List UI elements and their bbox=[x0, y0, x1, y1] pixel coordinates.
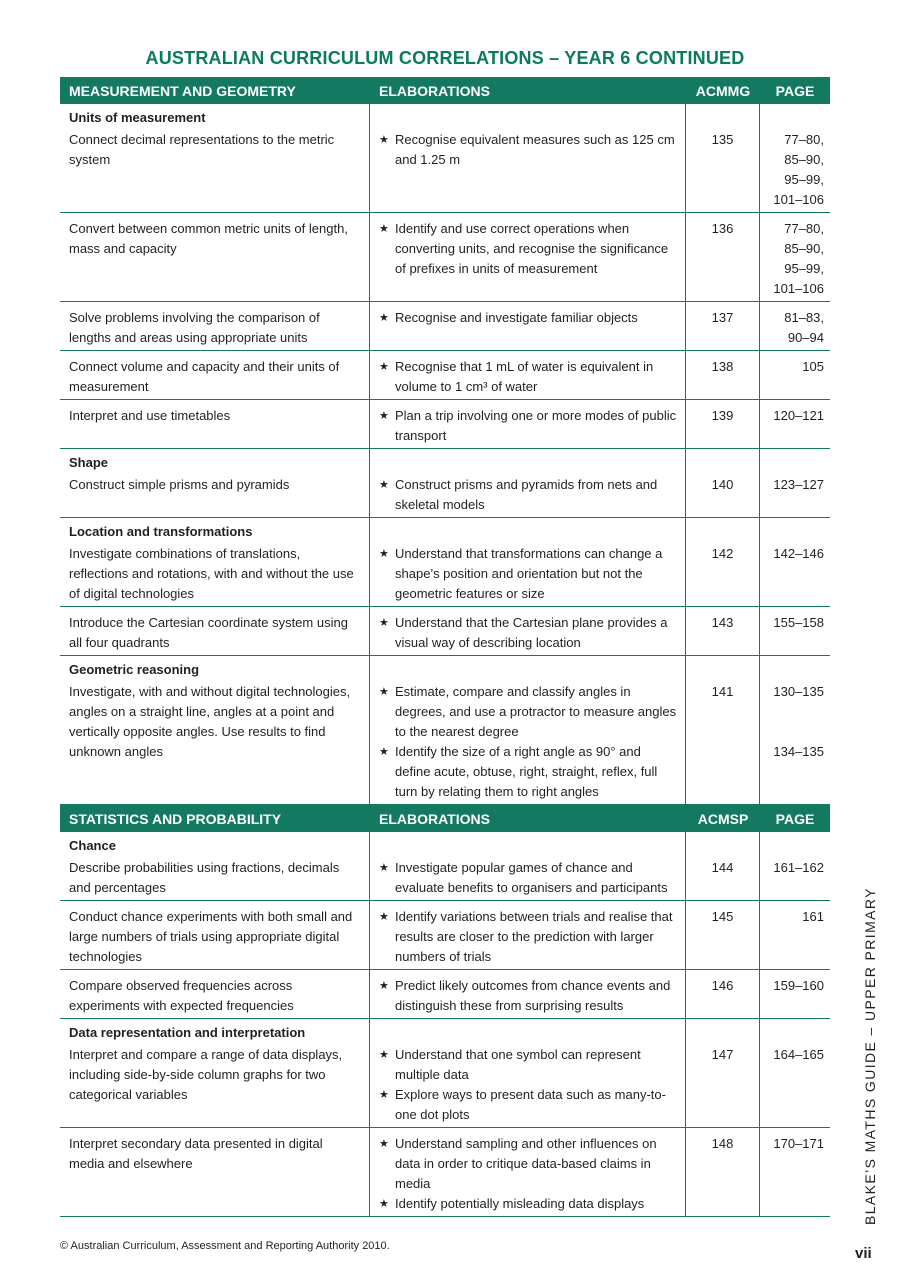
elaboration-item bbox=[379, 613, 677, 653]
elaborations-cell bbox=[370, 542, 686, 606]
empty-cell bbox=[370, 656, 686, 680]
group-title-cell bbox=[60, 1019, 370, 1043]
page-cell bbox=[760, 970, 830, 1018]
elaboration-item bbox=[379, 357, 677, 397]
star-icon: ★ bbox=[379, 1089, 389, 1101]
page-ref: 164–165 bbox=[773, 1047, 824, 1062]
page-cell bbox=[760, 901, 830, 969]
elaborations-cell bbox=[370, 1128, 686, 1216]
elaboration-text: Understand sampling and other influences on data in order to critique data-based claims in media bbox=[395, 1136, 657, 1191]
outcome-cell: Compare observed frequencies across experiments with expected frequencies bbox=[60, 970, 370, 1018]
elaboration-item bbox=[379, 475, 677, 515]
elaboration-text: Understand that one symbol can represent multiple data bbox=[395, 1047, 641, 1082]
page-ref: 90–94 bbox=[787, 330, 824, 345]
page-ref: 142–146 bbox=[773, 546, 824, 561]
star-icon: ★ bbox=[379, 410, 389, 422]
elaborations-cell bbox=[370, 901, 686, 969]
column-header: PAGE bbox=[775, 810, 815, 827]
empty-cell bbox=[760, 1019, 830, 1043]
group-title: Shape bbox=[69, 455, 109, 470]
outcome-cell: Describe probabilities using fractions, decimals and percentages bbox=[60, 856, 370, 900]
empty-cell bbox=[370, 1019, 686, 1043]
elaboration-item bbox=[379, 130, 677, 170]
table-row bbox=[60, 856, 830, 901]
table-row bbox=[60, 1128, 830, 1217]
page-cell bbox=[760, 1128, 830, 1216]
column-header: ACMSP bbox=[697, 810, 749, 827]
curriculum-code: 141 bbox=[686, 680, 760, 804]
elaboration-text: Understand that transformations can change a shape’s position and orientation but not the geometric features or size bbox=[395, 546, 663, 601]
table-row bbox=[60, 400, 830, 449]
group-row bbox=[60, 1019, 830, 1043]
page-ref: 161 bbox=[802, 909, 824, 924]
elaborations-cell bbox=[370, 1043, 686, 1127]
page-ref: 101–106 bbox=[773, 192, 824, 207]
section-header bbox=[60, 805, 830, 832]
page-ref: 155–158 bbox=[773, 615, 824, 630]
empty-cell bbox=[760, 832, 830, 856]
table-row bbox=[60, 901, 830, 970]
elaboration-text: Plan a trip involving one or more modes of public transport bbox=[395, 408, 677, 443]
curriculum-code: 145 bbox=[686, 901, 760, 969]
table-row bbox=[60, 680, 830, 805]
star-icon: ★ bbox=[379, 1138, 389, 1150]
page-cell bbox=[760, 351, 830, 399]
page-ref: 77–80, bbox=[784, 221, 824, 236]
table-row bbox=[60, 128, 830, 213]
curriculum-code: 139 bbox=[686, 400, 760, 448]
elaborations-cell bbox=[370, 607, 686, 655]
page-ref: 105 bbox=[802, 359, 824, 374]
star-icon: ★ bbox=[379, 1049, 389, 1061]
elaboration-text: Identify variations between trials and realise that results are closer to the prediction with larger numbers of trials bbox=[395, 909, 673, 964]
page-ref: 95–99, bbox=[784, 261, 824, 276]
elaborations-cell bbox=[370, 302, 686, 350]
page-ref: 120–121 bbox=[773, 408, 824, 423]
page-cell bbox=[760, 680, 830, 804]
outcome-cell: Solve problems involving the comparison of lengths and areas using appropriate units bbox=[60, 302, 370, 350]
page-ref bbox=[769, 722, 824, 742]
star-icon: ★ bbox=[379, 361, 389, 373]
elaboration-text: Identify and use correct operations when converting units, and recognise the significance of prefixes in units of measurement bbox=[395, 221, 669, 276]
group-title-cell bbox=[60, 832, 370, 856]
group-title: Geometric reasoning bbox=[69, 662, 200, 677]
elaboration-text: Recognise and investigate familiar objects bbox=[395, 310, 638, 325]
group-row bbox=[60, 656, 830, 680]
elaboration-item bbox=[379, 1045, 677, 1085]
elaboration-text: Identify the size of a right angle as 90° and define acute, obtuse, right, straight, reflex, full turn by relating them to right angles bbox=[395, 744, 658, 799]
group-title: Units of measurement bbox=[69, 110, 206, 125]
group-row bbox=[60, 104, 830, 128]
outcome-cell: Investigate, with and without digital technologies, angles on a straight line, angles at a point and vertically opposite angles. Use results to find unknown angles bbox=[60, 680, 370, 804]
outcome-cell: Conduct chance experiments with both small and large numbers of trials using appropriate digital technologies bbox=[60, 901, 370, 969]
copyright-footer: © Australian Curriculum, Assessment and Reporting Authority 2010. bbox=[60, 1240, 390, 1252]
page-ref: 159–160 bbox=[773, 978, 824, 993]
elaborations-cell bbox=[370, 351, 686, 399]
empty-cell bbox=[686, 104, 760, 128]
table-row bbox=[60, 351, 830, 400]
curriculum-code: 140 bbox=[686, 473, 760, 517]
star-icon: ★ bbox=[379, 862, 389, 874]
page-title: AUSTRALIAN CURRICULUM CORRELATIONS – YEAR 6 CONTINUED bbox=[145, 48, 745, 68]
star-icon: ★ bbox=[379, 548, 389, 560]
outcome-cell: Investigate combinations of translations, reflections and rotations, with and without the use of digital technologies bbox=[60, 542, 370, 606]
group-row bbox=[60, 832, 830, 856]
page-ref: 77–80, bbox=[784, 132, 824, 147]
star-icon: ★ bbox=[379, 1198, 389, 1210]
elaboration-item bbox=[379, 544, 677, 604]
group-title: Chance bbox=[69, 838, 116, 853]
page-ref: 85–90, bbox=[784, 241, 824, 256]
elaborations-cell bbox=[370, 970, 686, 1018]
page-cell bbox=[760, 302, 830, 350]
star-icon: ★ bbox=[379, 980, 389, 992]
outcome-cell: Connect decimal representations to the metric system bbox=[60, 128, 370, 212]
empty-cell bbox=[370, 104, 686, 128]
column-header: MEASUREMENT AND GEOMETRY bbox=[69, 82, 296, 99]
elaboration-item bbox=[379, 742, 677, 802]
table-row bbox=[60, 213, 830, 302]
empty-cell bbox=[760, 449, 830, 473]
page-ref: 161–162 bbox=[773, 860, 824, 875]
page-cell bbox=[760, 473, 830, 517]
page-ref: 81–83, bbox=[784, 310, 824, 325]
curriculum-code: 146 bbox=[686, 970, 760, 1018]
curriculum-code: 148 bbox=[686, 1128, 760, 1216]
empty-cell bbox=[370, 449, 686, 473]
outcome-cell: Construct simple prisms and pyramids bbox=[60, 473, 370, 517]
outcome-cell: Connect volume and capacity and their units of measurement bbox=[60, 351, 370, 399]
page-ref: 85–90, bbox=[784, 152, 824, 167]
column-header: ELABORATIONS bbox=[379, 82, 490, 99]
page-cell bbox=[760, 542, 830, 606]
elaboration-text: Construct prisms and pyramids from nets and skeletal models bbox=[395, 477, 658, 512]
elaboration-text: Predict likely outcomes from chance events and distinguish these from surprising results bbox=[395, 978, 671, 1013]
empty-cell bbox=[686, 656, 760, 680]
empty-cell bbox=[760, 518, 830, 542]
curriculum-code: 135 bbox=[686, 128, 760, 212]
empty-cell bbox=[686, 518, 760, 542]
elaboration-text: Understand that the Cartesian plane provides a visual way of describing location bbox=[395, 615, 668, 650]
table-row bbox=[60, 970, 830, 1019]
elaborations-cell bbox=[370, 473, 686, 517]
outcome-cell: Interpret secondary data presented in digital media and elsewhere bbox=[60, 1128, 370, 1216]
elaboration-item bbox=[379, 858, 677, 898]
curriculum-code: 137 bbox=[686, 302, 760, 350]
group-title-cell bbox=[60, 449, 370, 473]
table-row bbox=[60, 1043, 830, 1128]
page-ref: 170–171 bbox=[773, 1136, 824, 1151]
page-cell bbox=[760, 607, 830, 655]
curriculum-code: 136 bbox=[686, 213, 760, 301]
page-cell bbox=[760, 213, 830, 301]
page-cell bbox=[760, 856, 830, 900]
elaborations-cell bbox=[370, 213, 686, 301]
column-header: ELABORATIONS bbox=[379, 810, 490, 827]
elaboration-item bbox=[379, 682, 677, 742]
page-cell bbox=[760, 400, 830, 448]
elaboration-item bbox=[379, 308, 677, 328]
group-title-cell bbox=[60, 104, 370, 128]
elaboration-item bbox=[379, 1134, 677, 1194]
outcome-cell: Interpret and use timetables bbox=[60, 400, 370, 448]
curriculum-code: 143 bbox=[686, 607, 760, 655]
curriculum-code: 144 bbox=[686, 856, 760, 900]
page-number: vii bbox=[855, 1245, 872, 1262]
group-row bbox=[60, 449, 830, 473]
page-ref: 134–135 bbox=[773, 744, 824, 759]
elaboration-text: Explore ways to present data such as many-to-one dot plots bbox=[395, 1087, 666, 1122]
star-icon: ★ bbox=[379, 686, 389, 698]
empty-cell bbox=[686, 832, 760, 856]
table-row bbox=[60, 607, 830, 656]
column-header: PAGE bbox=[775, 82, 815, 99]
empty-cell bbox=[370, 832, 686, 856]
page-cell bbox=[760, 128, 830, 212]
elaboration-item bbox=[379, 219, 677, 279]
star-icon: ★ bbox=[379, 312, 389, 324]
group-title: Location and transformations bbox=[69, 524, 253, 539]
elaboration-text: Recognise equivalent measures such as 125 cm and 1.25 m bbox=[395, 132, 675, 167]
column-header: STATISTICS AND PROBABILITY bbox=[69, 810, 282, 827]
elaborations-cell bbox=[370, 128, 686, 212]
outcome-cell: Interpret and compare a range of data displays, including side-by-side column graphs for two categorical variables bbox=[60, 1043, 370, 1127]
elaboration-item bbox=[379, 406, 677, 446]
empty-cell bbox=[370, 518, 686, 542]
section-header bbox=[60, 77, 830, 104]
empty-cell bbox=[760, 104, 830, 128]
elaboration-item bbox=[379, 976, 677, 1016]
curriculum-code: 138 bbox=[686, 351, 760, 399]
star-icon: ★ bbox=[379, 223, 389, 235]
star-icon: ★ bbox=[379, 134, 389, 146]
outcome-cell: Convert between common metric units of length, mass and capacity bbox=[60, 213, 370, 301]
elaborations-cell bbox=[370, 680, 686, 804]
elaborations-cell bbox=[370, 400, 686, 448]
elaboration-text: Recognise that 1 mL of water is equivalent in volume to 1 cm³ of water bbox=[395, 359, 654, 394]
elaboration-text: Estimate, compare and classify angles in degrees, and use a protractor to measure angles to the nearest degree bbox=[395, 684, 677, 739]
page-ref bbox=[769, 702, 824, 722]
group-row bbox=[60, 518, 830, 542]
empty-cell bbox=[686, 449, 760, 473]
page-cell bbox=[760, 1043, 830, 1127]
curriculum-code: 142 bbox=[686, 542, 760, 606]
outcome-cell: Introduce the Cartesian coordinate system using all four quadrants bbox=[60, 607, 370, 655]
page-ref: 101–106 bbox=[773, 281, 824, 296]
table-row bbox=[60, 542, 830, 607]
group-title-cell bbox=[60, 518, 370, 542]
correlations-table bbox=[60, 77, 830, 1217]
page-ref: 130–135 bbox=[773, 684, 824, 699]
empty-cell bbox=[686, 1019, 760, 1043]
column-header: ACMMG bbox=[695, 82, 751, 99]
elaboration-text: Investigate popular games of chance and evaluate benefits to organisers and participants bbox=[395, 860, 668, 895]
group-title-cell bbox=[60, 656, 370, 680]
table-row bbox=[60, 302, 830, 351]
star-icon: ★ bbox=[379, 746, 389, 758]
page-ref: 123–127 bbox=[773, 477, 824, 492]
elaboration-item bbox=[379, 1085, 677, 1125]
elaboration-item bbox=[379, 907, 677, 967]
page-ref: 95–99, bbox=[784, 172, 824, 187]
star-icon: ★ bbox=[379, 479, 389, 491]
elaboration-text: Identify potentially misleading data displays bbox=[395, 1196, 645, 1211]
elaboration-item bbox=[379, 1194, 677, 1214]
group-title: Data representation and interpretation bbox=[69, 1025, 306, 1040]
table-row bbox=[60, 473, 830, 518]
star-icon: ★ bbox=[379, 617, 389, 629]
empty-cell bbox=[760, 656, 830, 680]
curriculum-code: 147 bbox=[686, 1043, 760, 1127]
star-icon: ★ bbox=[379, 911, 389, 923]
elaborations-cell bbox=[370, 856, 686, 900]
side-running-title: BLAKE’S MATHS GUIDE – UPPER PRIMARY bbox=[862, 887, 878, 1225]
